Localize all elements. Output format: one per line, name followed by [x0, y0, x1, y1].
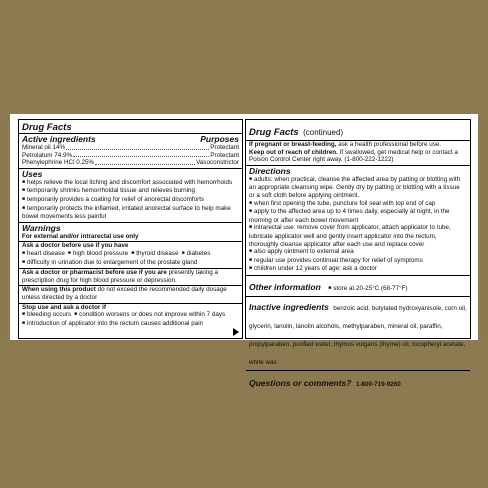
directions-item: ■ adults: when practical, cleanse the affected area by patting or blotting with an appropriate cleansing wipe. Gently dry by patting or blotting with a tissue or a soft cloth before applying ointment. [249, 176, 467, 200]
other-information: Other information ■ store at 20-25°C (68-77°F) [246, 277, 470, 295]
when-using: When using this product do not exceed the recommended daily dosage unless directed by a doctor [22, 286, 227, 301]
uses-item: ■ temporarily shrinks hemorrhoidal tissue and relieves burning [22, 187, 239, 196]
continued-label: (continued) [303, 128, 344, 137]
uses-item: ■ temporarily provides a coating for relief of anorectal discomforts [22, 196, 239, 205]
ask-pharmacist: Ask a doctor or pharmacist before use if you are presently taking a prescription drug for high blood pressure or depression. [22, 269, 218, 284]
directions-item: ■ regular use provides continual therapy for relief of symptoms [249, 257, 467, 266]
ask-doctor-conditions: ■ heart disease■ high blood pressure■ thyroid disease■ diabetes [22, 250, 239, 259]
drug-facts-right-panel [245, 119, 471, 388]
background-top [0, 0, 488, 114]
directions-item: ■ apply to the affected area up to 4 times daily, especially at night, in the morning or after each bowel movement [249, 208, 467, 224]
directions-title: Directions [249, 165, 291, 176]
drug-facts-title: Drug Facts [22, 122, 72, 133]
drug-facts-title-cont: Drug Facts [249, 127, 299, 138]
directions-item: ■ children under 12 years of age: ask a doctor [249, 265, 467, 274]
ingredient-name: Petrolatum 74.9% [22, 151, 73, 159]
ingredient-purpose: Vasoconstrictor [196, 159, 239, 167]
uses-item: ■ helps relieve the local itching and discomfort associated with hemorrhoids [22, 179, 239, 188]
pregnancy-warning: If pregnant or breast-feeding, ask a health professional before use. [249, 141, 442, 148]
ask-doctor-heading: Ask a doctor before use if you have [22, 242, 129, 250]
questions: Questions or comments? 1-800-719-9260 [249, 377, 401, 388]
continue-arrow-icon [233, 328, 239, 336]
active-ingredients-header: Active ingredients [22, 134, 96, 144]
inactive-ingredients: Inactive ingredients benzoic acid, butylated hydroxyanisole, corn oil, glycerin, lanolin, lanolin alcohols, methylparaben, mineral oil, paraffin, propylparaben, purified water, thymus vulgaris (thyme) oil, tocopheryl acetate, white wax [249, 301, 467, 366]
purposes-header: Purposes [200, 134, 239, 144]
directions-item: ■ when first opening the tube, puncture foil seal with top end of cap [249, 200, 467, 209]
uses-title: Uses [22, 168, 43, 179]
keep-out-of-reach: Keep out of reach of children. If swallowed, get medical help or contact a Poison Control Center right away. (1-800-222-1222) [249, 148, 458, 164]
drug-facts-label [10, 114, 478, 388]
stop-use-items: ■ bleeding occurs■ condition worsens or does not improve within 7 days [22, 311, 239, 320]
stop-use-item: ■ introduction of applicator into the rectum causes additional pain [22, 320, 239, 329]
warnings-subtitle: For external and/or intrarectal use only [22, 232, 139, 240]
ingredient-name: Mineral oil 14% [22, 144, 66, 151]
ask-doctor-item: ■ difficulty in urination due to enlargement of the prostate gland [22, 259, 239, 268]
stop-use-heading: Stop use and ask a doctor if [22, 303, 106, 311]
ingredient-name: Phenylephrine HCl 0.25% [22, 159, 95, 167]
directions-item: ■ also apply ointment to external area [249, 248, 467, 257]
ingredient-purpose: Protectant [210, 144, 239, 151]
warnings-title: Warnings [22, 222, 61, 233]
drug-facts-left-panel [18, 119, 243, 339]
uses-item: ■ temporarily protects the inflamed, irritated anorectal surface to help make bowel movements less painful [22, 205, 239, 221]
ingredient-purpose: Protectant [210, 151, 239, 159]
directions-item: ■ intrarectal use: remove cover from applicator, attach applicator to tube, lubricate applicator well and gently insert applicator into the rectum, thoroughly cleanse applicator after each use and replace cover [249, 224, 467, 248]
